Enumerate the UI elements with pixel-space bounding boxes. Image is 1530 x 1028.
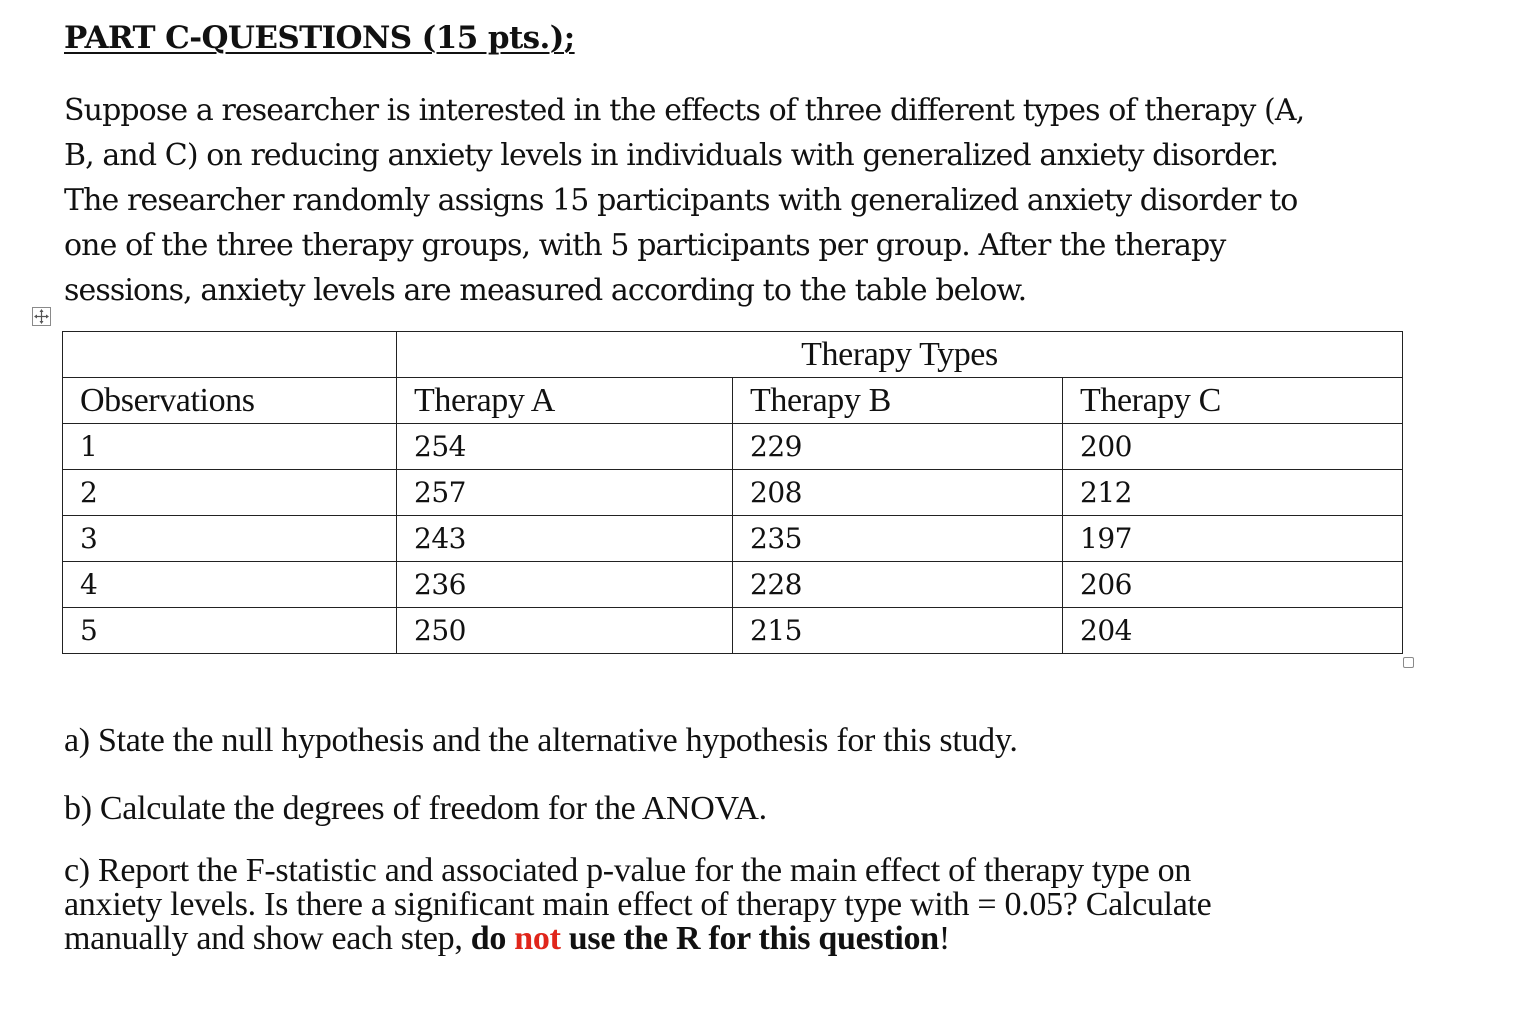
table-group-header-row <box>63 332 1403 378</box>
table-cell: 236 <box>397 562 733 608</box>
table-cell: 4 <box>63 562 397 608</box>
table-row <box>63 424 1403 470</box>
table-cell: 229 <box>733 424 1063 470</box>
therapy-types-header: Therapy Types <box>397 332 1403 378</box>
table-cell: 206 <box>1063 562 1403 608</box>
table-row <box>63 516 1403 562</box>
column-header: Therapy B <box>733 378 1063 424</box>
move-arrows-icon[interactable] <box>32 307 51 326</box>
column-header: Observations <box>63 378 397 424</box>
question-c-bold-text: use the R for this question <box>560 920 939 957</box>
table-header-row <box>63 378 1403 424</box>
table-cell: 208 <box>733 470 1063 516</box>
intro-line: one of the three therapy groups, with 5 participants per group. After the therapy <box>64 228 1226 263</box>
table-cell: 212 <box>1063 470 1403 516</box>
table-cell: 5 <box>63 608 397 654</box>
page-title: PART C-QUESTIONS (15 pts.); <box>64 20 575 56</box>
question-a: a) State the null hypothesis and the alternative hypothesis for this study. <box>64 722 1018 759</box>
resize-square-icon[interactable] <box>1403 657 1414 668</box>
question-c <box>64 854 1211 956</box>
question-c-plain-text: manually and show each step, <box>64 920 471 957</box>
table-cell: 228 <box>733 562 1063 608</box>
question-c-line: anxiety levels. Is there a significant main effect of therapy type with = 0.05? Calculate <box>64 886 1212 923</box>
table-empty-cell <box>63 332 397 378</box>
table-cell: 2 <box>63 470 397 516</box>
question-c-line <box>64 922 1211 956</box>
question-c-end-mark: ! <box>938 920 950 957</box>
table-cell: 235 <box>733 516 1063 562</box>
intro-paragraph <box>64 88 1364 313</box>
question-c-red-emphasis: not <box>514 920 561 957</box>
column-header: Therapy C <box>1063 378 1403 424</box>
table-cell: 215 <box>733 608 1063 654</box>
intro-line: Suppose a researcher is interested in the effects of three different types of therapy (A, <box>64 93 1305 128</box>
therapy-data-table <box>62 331 1403 654</box>
table-row <box>63 470 1403 516</box>
table-row <box>63 608 1403 654</box>
question-c-line: c) Report the F-statistic and associated p-value for the main effect of therapy type on <box>64 852 1191 889</box>
table-cell: 200 <box>1063 424 1403 470</box>
table-row <box>63 562 1403 608</box>
table-cell: 1 <box>63 424 397 470</box>
table-cell: 257 <box>397 470 733 516</box>
intro-line: The researcher randomly assigns 15 participants with generalized anxiety disorder to <box>64 183 1298 218</box>
table-cell: 243 <box>397 516 733 562</box>
intro-line: B, and C) on reducing anxiety levels in individuals with generalized anxiety disorder. <box>64 138 1279 173</box>
table-cell: 204 <box>1063 608 1403 654</box>
table-cell: 250 <box>397 608 733 654</box>
column-header: Therapy A <box>397 378 733 424</box>
question-b: b) Calculate the degrees of freedom for the ANOVA. <box>64 790 767 827</box>
table-cell: 254 <box>397 424 733 470</box>
question-c-bold-text: do <box>470 920 515 957</box>
table-cell: 197 <box>1063 516 1403 562</box>
intro-line: sessions, anxiety levels are measured according to the table below. <box>64 273 1027 308</box>
table-cell: 3 <box>63 516 397 562</box>
